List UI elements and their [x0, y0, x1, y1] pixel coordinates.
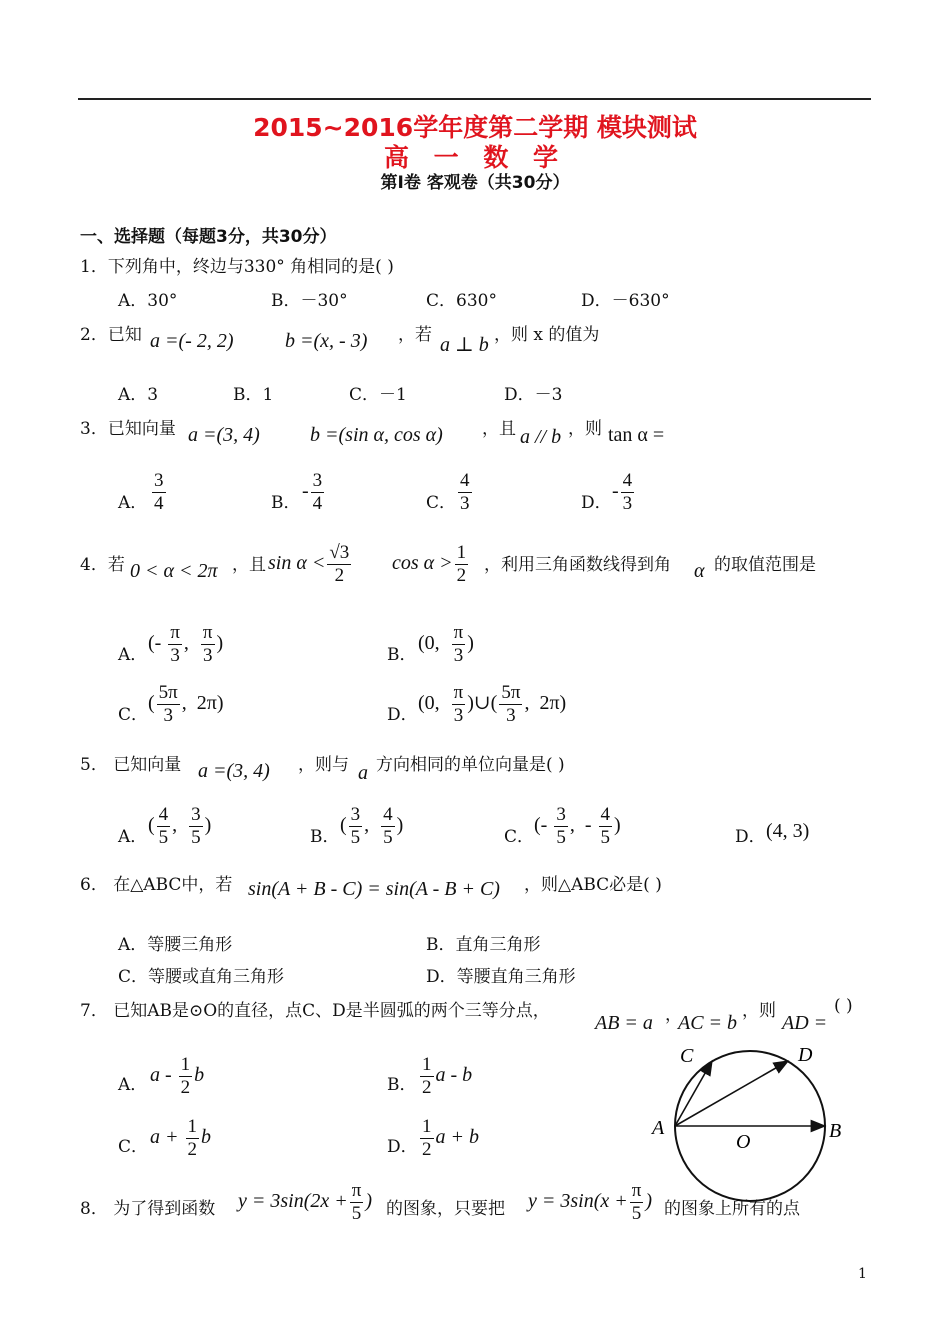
q5-num: 5． 已知向量 [80, 755, 182, 775]
q8-tail: 的图象上所有的点 [664, 1199, 800, 1219]
q5-vector-a-2: a [358, 762, 368, 784]
q5-mid: ，则与 [298, 755, 349, 775]
q3-vector-a: a =(3, 4) [188, 424, 260, 446]
q4-option-d: D． [387, 705, 418, 725]
q5-option-a: A． [118, 827, 148, 847]
q1-option-b: B．－30° [271, 291, 348, 311]
q2-num: 2．已知 [80, 325, 142, 345]
q5-value-d: (4, 3) [766, 820, 810, 842]
q5-tail: 方向相同的单位向量是( ) [376, 755, 565, 775]
q2-option-b: B．1 [233, 385, 274, 405]
q3-value-b: - $\frac{3}{4}$ [302, 470, 323, 514]
q6-option-a: A．等腰三角形 [118, 935, 233, 955]
q7-option-b: B． [387, 1075, 417, 1095]
q2-option-d: D．－3 [504, 385, 563, 405]
q4-value-b: (0, $\frac{\pi}{3}$ ) [418, 622, 474, 666]
q3-option-d: D． [581, 493, 612, 513]
q7-value-b: $\frac{1}{2}$ a - b [422, 1054, 473, 1098]
q4-cond-3: cos α > $\frac{1}{2}$ [392, 542, 467, 586]
label-a: A [652, 1117, 665, 1139]
q4-value-a: (- $\frac{\pi}{3}$ , $\frac{\pi}{3}$ ) [148, 622, 224, 666]
q4-cond-pre: ，且 [232, 555, 266, 575]
exam-subject: 高 一 数 学 [383, 143, 567, 172]
q5-option-c: C． [504, 827, 535, 847]
label-c: C [680, 1045, 694, 1067]
q4-cond-1: 0 < α < 2π [130, 560, 218, 582]
q5-value-c: (- $\frac{3}{5}$ , - $\frac{4}{5}$ ) [534, 804, 621, 848]
q2-vector-a: a =(- 2, 2) [150, 330, 234, 352]
q4-option-c: C． [118, 705, 149, 725]
q6-tail: ，则△ABC必是( ) [524, 875, 662, 895]
q5-value-a: ( $\frac{4}{5}$ , $\frac{3}{5}$ ) [148, 804, 212, 848]
q3-condition: a // b [520, 426, 562, 448]
q7-then: ，则 [742, 1001, 776, 1021]
label-d: D [798, 1044, 813, 1066]
q1-option-d: D．－630° [581, 291, 670, 311]
label-b: B [829, 1120, 842, 1142]
q4-option-b: B． [387, 645, 417, 665]
q3-cond-pre: ，且 [482, 419, 516, 439]
q4-option-a: A． [118, 645, 148, 665]
q6-option-d: D．等腰直角三角形 [426, 967, 576, 987]
q1-option-a: A．30° [118, 291, 178, 311]
q3-value-d: - $\frac{4}{3}$ [612, 470, 633, 514]
q7-paren: ( ) [834, 996, 853, 1016]
q5-vector-a: a =(3, 4) [198, 760, 270, 782]
q5-value-b: ( $\frac{3}{5}$ , $\frac{4}{5}$ ) [340, 804, 404, 848]
q5-option-d: D． [735, 827, 766, 847]
q6-expression: sin(A + B - C) = sin(A - B + C) [248, 878, 500, 900]
q7-comma: ， [665, 1005, 682, 1025]
q8-func-1: y = 3sin(2x + $\frac{\pi}{5}$ ) [238, 1180, 373, 1224]
q6-option-b: B．直角三角形 [426, 935, 541, 955]
q8-func-2: y = 3sin(x + $\frac{\pi}{5}$ ) [528, 1180, 653, 1224]
q7-ab: AB = a [595, 1012, 653, 1034]
q3-vector-b: b =(sin α, cos α) [310, 424, 443, 446]
q3-option-c: C． [426, 493, 457, 513]
q4-tail-2: 的取值范围是 [714, 555, 816, 575]
top-rule [78, 98, 871, 100]
q8-mid: 的图象，只要把 [386, 1199, 505, 1219]
q7-option-d: D． [387, 1137, 418, 1157]
q8-num: 8． 为了得到函数 [80, 1199, 216, 1219]
label-o: O [736, 1131, 751, 1153]
q7-value-a: a - $\frac{1}{2}$ b [150, 1054, 205, 1098]
vector-ad [675, 1061, 788, 1126]
q3-value-a: $\frac{3}{4}$ [154, 470, 164, 514]
q4-value-c: ( $\frac{5\pi}{3}$ , 2π) [148, 682, 224, 726]
q7-value-c: a + $\frac{1}{2}$ b [150, 1116, 211, 1160]
q2-option-c: C．－1 [349, 385, 407, 405]
q3-ask: tan α = [608, 424, 665, 446]
q2-vector-b: b =(x, - 3) [285, 330, 368, 352]
q7-option-a: A． [118, 1075, 148, 1095]
section-heading: 一、选择题（每题3分，共30分） [80, 227, 337, 247]
q7-ad: AD = [782, 1012, 828, 1034]
q2-cond-pre: ，若 [398, 325, 432, 345]
q7-option-c: C． [118, 1137, 149, 1157]
q4-tail: ，利用三角函数线得到角 [484, 555, 671, 575]
exam-title: 2015~2016学年度第二学期 模块测试 [253, 113, 697, 142]
q7-stem: 7． 已知AB是⊙O的直径，点C、D是半圆弧的两个三等分点， [80, 1001, 550, 1021]
q2-tail: ，则 x 的值为 [494, 325, 600, 345]
q3-value-c: $\frac{4}{3}$ [460, 470, 470, 514]
q3-option-a: A． [118, 493, 148, 513]
q1-stem: 1．下列角中，终边与330° 角相同的是( ) [80, 257, 394, 277]
q4-num: 4．若 [80, 555, 125, 575]
part-heading: 第Ⅰ卷 客观卷（共30分） [380, 173, 570, 193]
q7-value-d: $\frac{1}{2}$ a + b [422, 1116, 479, 1160]
q3-num: 3．已知向量 [80, 419, 176, 439]
q4-cond-2: sin α < $\frac{√3}{2}$ [268, 542, 350, 586]
q2-condition: a ⊥ b [440, 334, 489, 356]
q6-num: 6． 在△ABC中，若 [80, 875, 233, 895]
q7-ac: AC = b [678, 1012, 738, 1034]
page-number: 1 [858, 1266, 867, 1282]
q3-tail: ，则 [568, 419, 602, 439]
q3-option-b: B． [271, 493, 301, 513]
q7-circle-diagram [640, 1036, 860, 1216]
q1-option-c: C．630° [426, 291, 497, 311]
q5-option-b: B． [310, 827, 340, 847]
q6-option-c: C．等腰或直角三角形 [118, 967, 285, 987]
q4-alpha: α [694, 560, 705, 582]
q2-option-a: A．3 [118, 385, 159, 405]
q4-value-d: (0, $\frac{\pi}{3}$ )∪( $\frac{5\pi}{3}$ , 2π) [418, 682, 567, 726]
